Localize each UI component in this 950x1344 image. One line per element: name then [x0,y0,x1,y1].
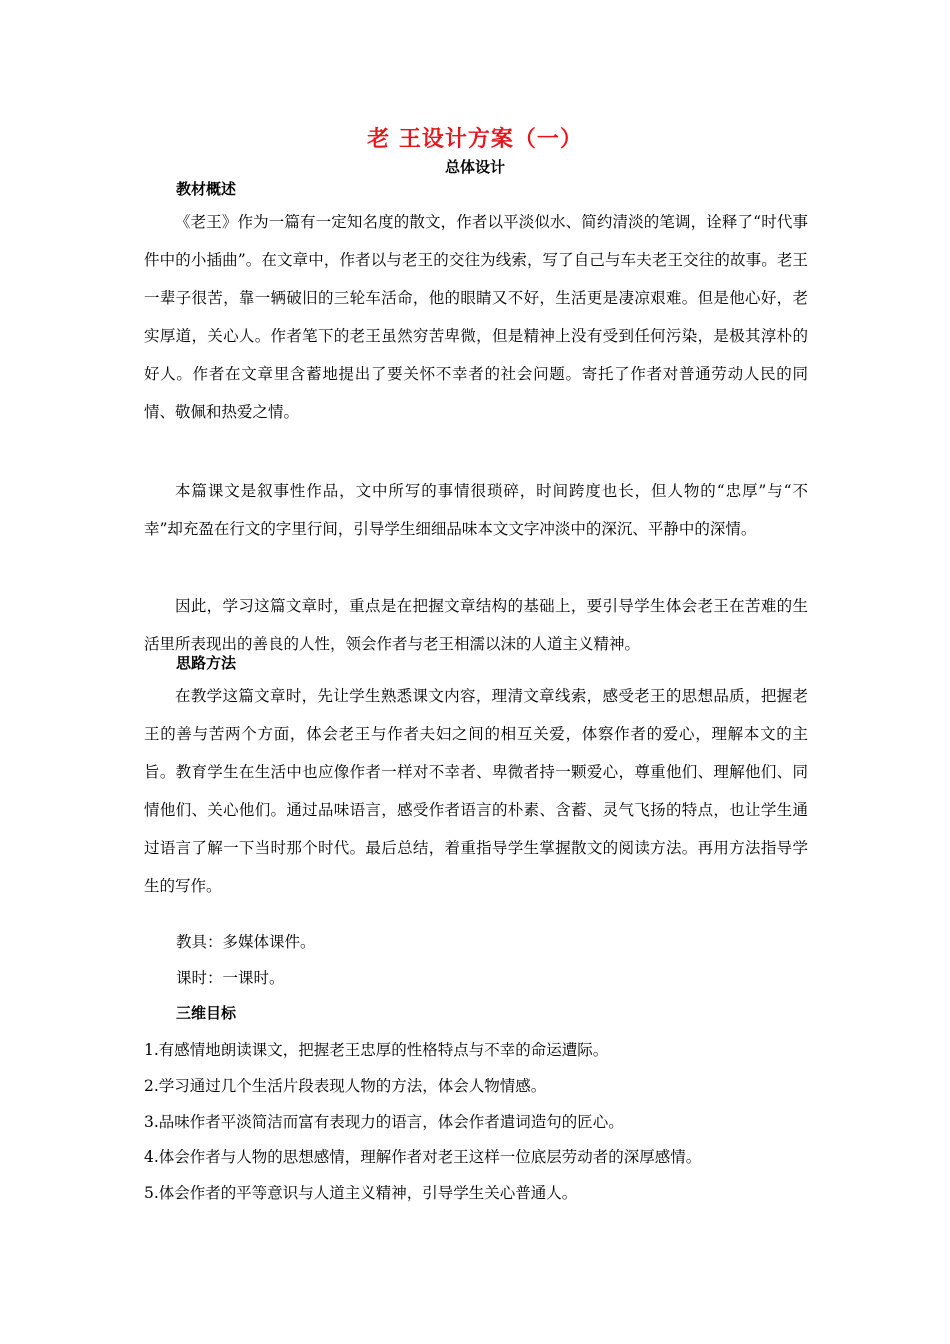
page-title: 老 王设计方案（一） [367,127,583,152]
goal-item: 3.品味作者平淡简洁而富有表现力的语言，体会作者遣词造句的匠心。 [144,1113,624,1131]
page-subtitle: 总体设计 [444,158,505,176]
section-heading-goals: 三维目标 [176,1004,237,1022]
section-heading-overview: 教材概述 [176,180,237,198]
section-heading-method: 思路方法 [176,654,237,672]
method-paragraph: 在教学这篇文章时，先让学生熟悉课文内容，理清文章线索，感受老王的思想品质，把握老王的善与苦两个方面，体会老王与作者夫妇之间的相互关爱，体察作者的爱心，理解本文的主旨。教育学生在生活中也应像作者一样对不幸者、卑微者持一颗爱心，尊重他们、理解他们、同情他们、关心他们。通过品味语言，感受作者语言的朴素、含蓄、灵气飞扬的特点，也让学生通过语言了解一下当时那个时代。最后总结，着重指导学生掌握散文的阅读方法。再用方法指导学生的写作。 [144,687,808,895]
overview-paragraph-1: 《老王》作为一篇有一定知名度的散文，作者以平淡似水、简约清淡的笔调，诠释了“时代事件中的小插曲”。在文章中，作者以与老王的交往为线索，写了自己与车夫老王交往的故事。老王一辈子很苦，靠一辆破旧的三轮车活命，他的眼睛又不好，生活更是凄凉艰难。但是他心好，老实厚道，关心人。作者笔下的老王虽然穷苦卑微，但是精神上没有受到任何污染，是极其淳朴的好人。作者在文章里含蓄地提出了要关怀不幸者的社会问题。寄托了作者对普通劳动人民的同情、敬佩和热爱之情。 [144,213,808,421]
overview-paragraph-2: 本篇课文是叙事性作品，文中所写的事情很琐碎，时间跨度也长，但人物的“忠厚”与“不幸”却充盈在行文的字里行间，引导学生细细品味本文文字冲淡中的深沉、平静中的深情。 [144,482,808,538]
goal-item: 1.有感情地朗读课文，把握老王忠厚的性格特点与不幸的命运遭际。 [144,1041,609,1059]
goal-item: 5.体会作者的平等意识与人道主义精神，引导学生关心普通人。 [144,1184,578,1202]
teaching-tools: 教具：多媒体课件。 [176,933,316,951]
class-hours: 课时：一课时。 [176,969,285,987]
goal-item: 2.学习通过几个生活片段表现人物的方法，体会人物情感。 [144,1077,547,1095]
overview-paragraph-3: 因此，学习这篇文章时，重点是在把握文章结构的基础上，要引导学生体会老王在苦难的生活里所表现出的善良的人性，领会作者与老王相濡以沫的人道主义精神。 [144,597,808,653]
goal-item: 4.体会作者与人物的思想感情，理解作者对老王这样一位底层劳动者的深厚感情。 [144,1148,702,1166]
